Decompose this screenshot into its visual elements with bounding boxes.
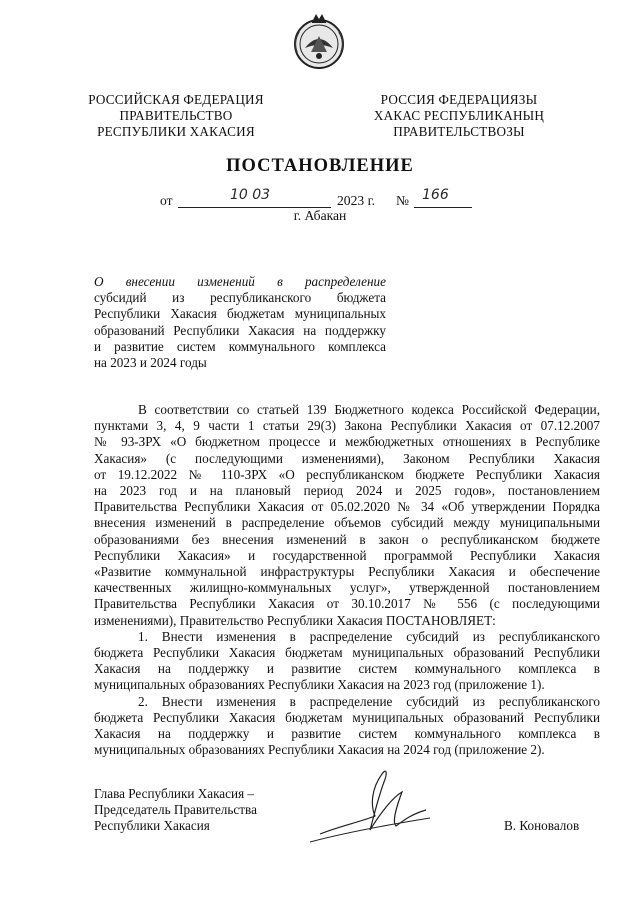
signatory-position-line: Глава Республики Хакасия – <box>94 786 255 801</box>
subject-line: Республики Хакасия бюджетам муниципальных <box>94 306 386 322</box>
body-line: образованиями без внесения изменений в закон о республиканском бюджете <box>94 531 600 547</box>
body-line: Хакасия» (с последующими изменениями), Законом Республики Хакасия <box>94 450 600 466</box>
body-line: муниципальных образованиях Республики Хакасия на 2024 год (приложение 2). <box>94 742 545 758</box>
body-line: «Развитие коммунальной инфраструктуры Республики Хакасия и обеспечение <box>94 564 600 580</box>
body-line: изменениями), Правительство Республики Хакасия ПОСТАНОВЛЯЕТ: <box>94 612 496 628</box>
body-line: Хакасия на поддержку и развитие систем коммунального комплекса в <box>94 726 600 742</box>
body-line: № 93-ЗРХ «О бюджетном процессе и межбюджетных отношениях в Республике <box>94 434 600 450</box>
signatory-position <box>94 786 294 835</box>
header-right <box>370 92 548 139</box>
header-left <box>78 92 274 139</box>
date-year: 2023 г. <box>337 193 376 208</box>
subject-line: О внесении изменений в распределение <box>94 274 386 289</box>
body-line: 2. Внести изменения в распределение субсидий из республиканского <box>138 693 600 709</box>
body-line: бюджета Республики Хакасия бюджетам муниципальных образований Республики <box>94 645 600 661</box>
header-right-line: ПРАВИТЕЛЬСТВОЗЫ <box>393 123 525 139</box>
header-left-line: РЕСПУБЛИКИ ХАКАСИЯ <box>97 123 255 139</box>
body-line: бюджета Республики Хакасия бюджетам муниципальных образований Республики <box>94 709 600 725</box>
header-left-line: РОССИЙСКАЯ ФЕДЕРАЦИЯ <box>88 92 264 107</box>
body-line: от 19.12.2022 № 110-ЗРХ «О республиканском бюджете Республики Хакасия <box>94 466 600 482</box>
subject-line: на 2023 и 2024 годы <box>94 355 207 371</box>
subject-block <box>94 274 386 371</box>
city: г. Абакан <box>293 208 347 223</box>
document-title: ПОСТАНОВЛЕНИЕ <box>226 156 414 176</box>
date-prefix: от <box>160 193 173 208</box>
body-line: пунктами 3, 4, 9 части 1 статьи 29(3) Закона Республики Хакасия от 07.12.2007 <box>94 418 600 434</box>
body-line: качественных жилищно-коммунальных услуг», утвержденной постановлением <box>94 580 600 596</box>
body-line: Республики Хакасия» и государственной программой Республики Хакасия <box>94 547 600 563</box>
handwritten-number: 166 <box>422 187 449 203</box>
body-line: Хакасия на поддержку и развитие систем коммунального комплекса в <box>94 661 600 677</box>
handwritten-date: 10 03 <box>230 187 271 203</box>
subject-line: и развитие систем коммунального комплекса <box>94 338 386 354</box>
body-line: Правительства Республики Хакасия от 30.10.2017 № 556 (с последующими <box>94 596 600 612</box>
body-line: муниципальных образованиях Республики Хакасия на 2023 год (приложение 1). <box>94 677 545 693</box>
body-line: В соответствии со статьей 139 Бюджетного кодекса Российской Федерации, <box>138 402 600 417</box>
subject-line: субсидий из республиканского бюджета <box>94 290 386 306</box>
signatory-position-line: Республики Хакасия <box>94 818 210 834</box>
number-sign: № <box>396 193 409 208</box>
body-line: на 2023 год и на плановый период 2024 и 2025 годов», постановлением <box>94 483 600 499</box>
body-line: Правительства Республики Хакасия от 05.02.2020 № 34 «Об утверждении Порядка <box>94 499 600 515</box>
signatory-position-line: Председатель Правительства <box>94 802 257 818</box>
subject-line: образований Республики Хакасия на поддержку <box>94 322 386 338</box>
header-left-line: ПРАВИТЕЛЬСТВО <box>119 107 233 123</box>
signatory-name: В. Коновалов <box>504 818 580 833</box>
header-right-line: ХАКАС РЕСПУБЛИКАНЫҢ <box>373 107 545 123</box>
handwritten-signature <box>300 764 450 864</box>
coat-of-arms-emblem <box>289 12 349 72</box>
header-right-line: РОССИЯ ФЕДЕРАЦИЯЗЫ <box>380 92 538 107</box>
body-line: внесения изменений в распределение объемов субсидий между муниципальными <box>94 515 600 531</box>
body-line: 1. Внести изменения в распределение субсидий из республиканского <box>138 628 600 644</box>
body-text <box>94 402 600 758</box>
